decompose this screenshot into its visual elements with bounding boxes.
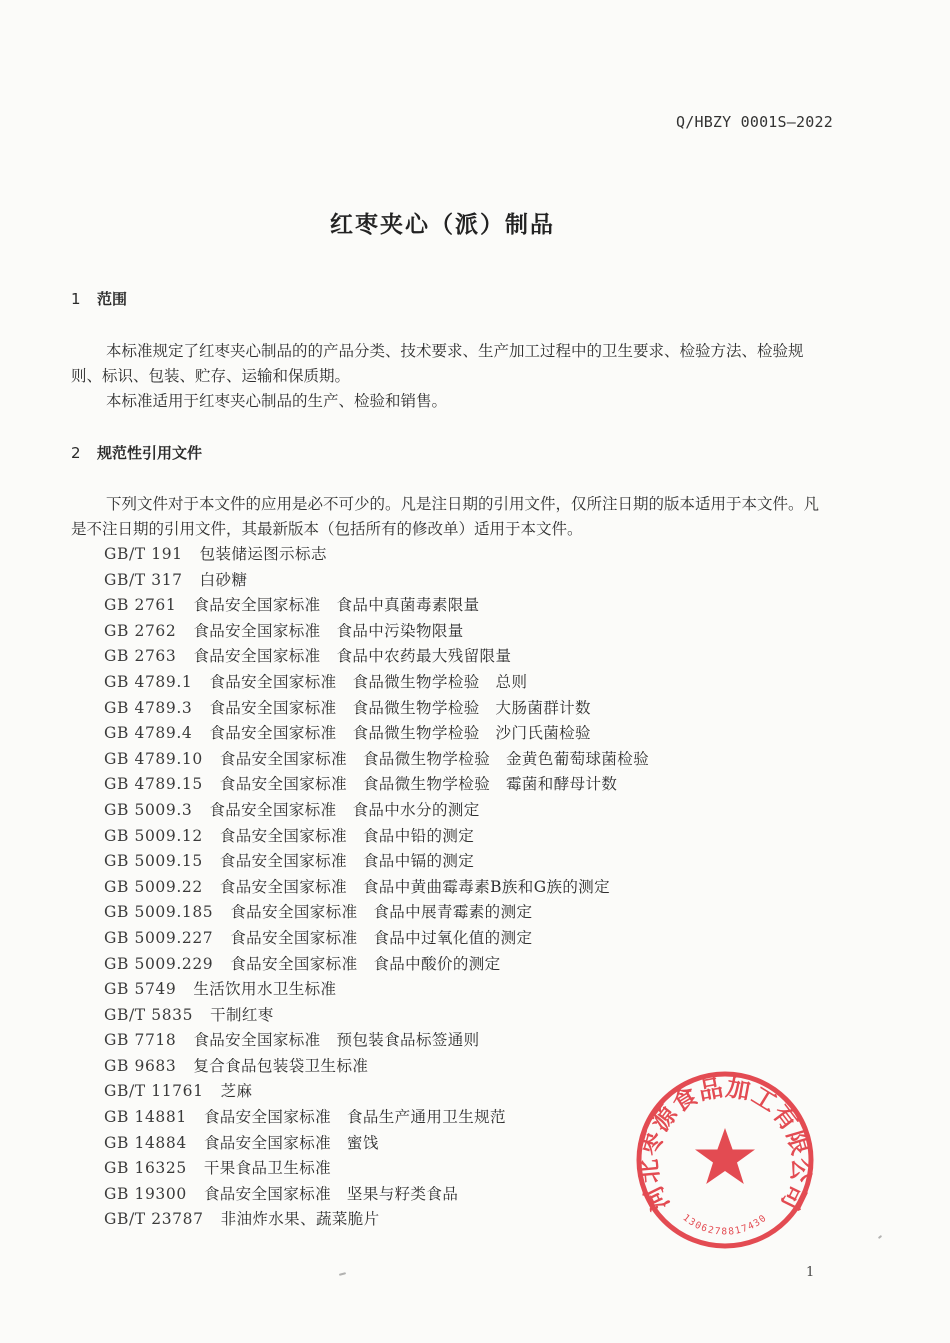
reference-code: GB/T 11761 [104, 1082, 204, 1101]
reference-title: 食品安全国家标准 食品中真菌毒素限量 [193, 596, 480, 615]
reference-code: GB 2761 [104, 596, 177, 615]
reference-code: GB 4789.10 [104, 749, 203, 768]
reference-item [104, 747, 649, 773]
reference-code: GB 14884 [104, 1133, 187, 1152]
reference-title: 食品安全国家标准 食品中过氧化值的测定 [230, 928, 533, 947]
reference-code: GB/T 5835 [104, 1005, 194, 1024]
reference-item [104, 849, 649, 875]
document-code: Q/HBZY 0001S—2022 [676, 113, 833, 131]
reference-item [104, 926, 649, 952]
reference-title: 非油炸水果、蔬菜脆片 [220, 1210, 380, 1229]
page-number: 1 [806, 1265, 815, 1280]
reference-title: 食品安全国家标准 蜜饯 [203, 1133, 379, 1152]
reference-title: 干果食品卫生标准 [203, 1159, 332, 1178]
reference-item [104, 721, 649, 747]
reference-item [104, 824, 649, 850]
reference-code: GB 9683 [104, 1056, 177, 1075]
section-1-paragraph-1: 本标准规定了红枣夹心制品的的产品分类、技术要求、生产加工过程中的卫生要求、检验方法、检验规则、标识、包装、贮存、运输和保质期。 [71, 342, 804, 385]
reference-item [104, 1054, 649, 1080]
reference-code: GB 2763 [104, 647, 177, 666]
section-number: 1 [71, 290, 81, 308]
reference-title: 食品安全国家标准 食品微生物学检验 霉菌和酵母计数 [219, 775, 618, 794]
reference-code: GB 4789.4 [104, 724, 193, 743]
reference-item [104, 952, 649, 978]
reference-item [104, 542, 649, 568]
reference-title: 食品安全国家标准 食品微生物学检验 金黄色葡萄球菌检验 [219, 749, 650, 768]
scan-speck [339, 1272, 346, 1276]
reference-item [104, 900, 649, 926]
reference-item [104, 1131, 649, 1157]
reference-title: 包装储运图示标志 [199, 545, 327, 563]
reference-item [104, 875, 649, 901]
reference-title: 食品安全国家标准 食品中黄曲霉毒素B族和G族的测定 [219, 877, 611, 896]
reference-code: GB 5749 [104, 980, 177, 999]
reference-item [104, 670, 649, 696]
section-title: 范围 [97, 290, 128, 308]
reference-item [104, 1079, 649, 1105]
reference-code: GB 5009.15 [104, 852, 203, 871]
section-2-paragraph-1: 下列文件对于本文件的应用是必不可少的。凡是注日期的引用文件，仅所注日期的版本适用于本文件。凡是不注日期的引用文件，其最新版本（包括所有的修改单）适用于本文件。 [71, 495, 820, 538]
reference-item [104, 644, 649, 670]
reference-title: 生活饮用水卫生标准 [193, 980, 337, 999]
reference-title: 食品安全国家标准 食品中酸价的测定 [230, 954, 501, 973]
reference-item [104, 772, 649, 798]
reference-item [104, 568, 649, 594]
reference-item [104, 1105, 649, 1131]
reference-code: GB 4789.3 [104, 698, 193, 717]
company-seal [633, 1068, 817, 1252]
section-title: 规范性引用文件 [97, 444, 203, 462]
reference-title: 食品安全国家标准 食品中镉的测定 [219, 852, 475, 871]
reference-list [104, 542, 649, 1233]
reference-code: GB 14881 [104, 1108, 187, 1127]
seal-star-icon [695, 1128, 755, 1184]
reference-code: GB 5009.3 [104, 800, 193, 819]
reference-title: 食品安全国家标准 食品中展青霉素的测定 [230, 903, 533, 922]
reference-title: 食品安全国家标准 食品微生物学检验 大肠菌群计数 [209, 698, 591, 717]
reference-title: 食品安全国家标准 食品微生物学检验 沙门氏菌检验 [209, 724, 591, 743]
reference-item [104, 696, 649, 722]
section-1-heading [71, 288, 127, 309]
reference-item [104, 1156, 649, 1182]
scan-speck [878, 1235, 882, 1239]
reference-item [104, 593, 649, 619]
reference-code: GB 2762 [104, 621, 177, 640]
reference-title: 芝麻 [220, 1082, 253, 1101]
reference-title: 食品安全国家标准 食品中农药最大残留限量 [193, 647, 512, 666]
page-title: 红枣夹心（派）制品 [330, 212, 555, 238]
reference-title: 干制红枣 [210, 1005, 274, 1024]
section-number: 2 [71, 444, 81, 462]
reference-title: 食品安全国家标准 预包装食品标签通则 [193, 1031, 480, 1050]
reference-item [104, 798, 649, 824]
reference-code: GB 5009.22 [104, 877, 203, 896]
reference-item [104, 1182, 649, 1208]
reference-code: GB 19300 [104, 1184, 187, 1203]
reference-code: GB 16325 [104, 1159, 187, 1178]
reference-title: 食品安全国家标准 食品生产通用卫生规范 [203, 1108, 506, 1127]
reference-code: GB/T 23787 [104, 1210, 204, 1229]
section-2-heading [71, 442, 202, 463]
reference-item [104, 1028, 649, 1054]
reference-title: 食品安全国家标准 食品中污染物限量 [193, 621, 464, 640]
reference-code: GB/T 191 [104, 545, 183, 563]
reference-title: 食品安全国家标准 坚果与籽类食品 [203, 1184, 459, 1203]
reference-title: 食品安全国家标准 食品微生物学检验 总则 [209, 672, 528, 691]
reference-code: GB 7718 [104, 1031, 177, 1050]
reference-item [104, 619, 649, 645]
reference-code: GB 5009.229 [104, 954, 214, 973]
reference-title: 复合食品包装袋卫生标准 [193, 1056, 369, 1075]
section-1-paragraph-2: 本标准适用于红枣夹心制品的生产、检验和销售。 [106, 392, 448, 410]
reference-item [104, 1003, 649, 1029]
reference-code: GB 5009.227 [104, 928, 214, 947]
reference-title: 食品安全国家标准 食品中铅的测定 [219, 826, 475, 845]
reference-code: GB 5009.185 [104, 903, 214, 922]
reference-item [104, 1207, 649, 1233]
reference-code: GB/T 317 [104, 570, 183, 589]
reference-title: 白砂糖 [199, 570, 248, 589]
reference-code: GB 4789.1 [104, 672, 193, 691]
reference-code: GB 4789.15 [104, 775, 203, 794]
seal-company-name: 河北枣源食品加工有限公司 [634, 1073, 816, 1216]
reference-title: 食品安全国家标准 食品中水分的测定 [209, 800, 480, 819]
reference-item [104, 977, 649, 1003]
reference-code: GB 5009.12 [104, 826, 203, 845]
seal-number: 1306278817430 [680, 1212, 770, 1238]
